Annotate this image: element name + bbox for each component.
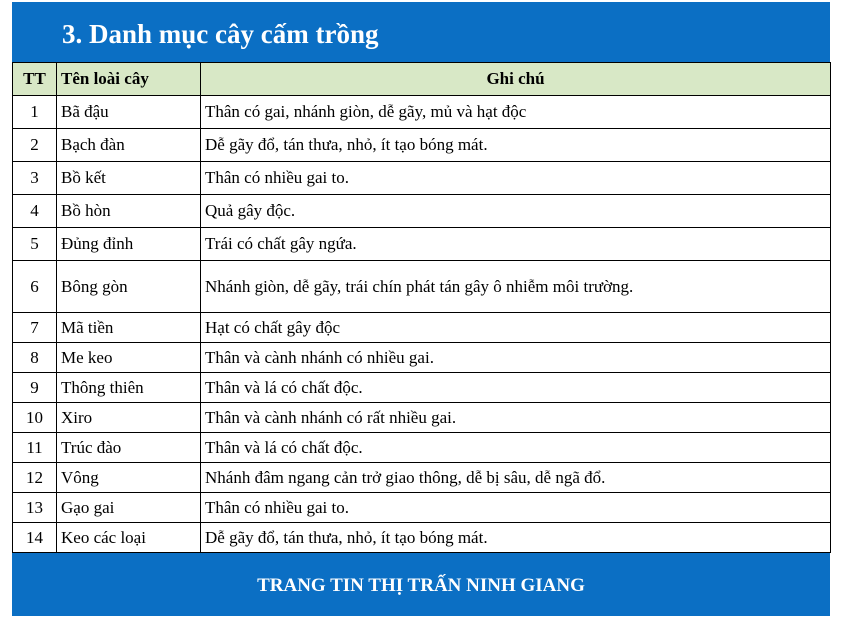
- plant-note: Thân và cành nhánh có rất nhiều gai.: [201, 403, 831, 433]
- row-number: 11: [13, 433, 57, 463]
- row-number: 13: [13, 493, 57, 523]
- plant-name: Bã đậu: [57, 96, 201, 129]
- banned-plants-table: [12, 62, 831, 553]
- row-number: 6: [13, 261, 57, 313]
- row-number: 12: [13, 463, 57, 493]
- footer-site-name: TRANG TIN THỊ TRẤN NINH GIANG: [257, 575, 585, 596]
- plant-note: Nhánh đâm ngang cản trở giao thông, dễ bị sâu, dễ ngã đổ.: [201, 463, 831, 493]
- row-number: 4: [13, 195, 57, 228]
- page-title: 3. Danh mục cây cấm trồng: [62, 19, 379, 49]
- plant-name: Bạch đàn: [57, 129, 201, 162]
- plant-note: Nhánh giòn, dễ gãy, trái chín phát tán gây ô nhiễm môi trường.: [201, 261, 831, 313]
- plant-name: Đủng đỉnh: [57, 228, 201, 261]
- plant-name: Gạo gai: [57, 493, 201, 523]
- plant-name: Xiro: [57, 403, 201, 433]
- row-number: 10: [13, 403, 57, 433]
- table-row: [13, 195, 831, 228]
- row-number: 1: [13, 96, 57, 129]
- row-number: 5: [13, 228, 57, 261]
- plant-name: Thông thiên: [57, 373, 201, 403]
- plant-note: Hạt có chất gây độc: [201, 313, 831, 343]
- row-number: 3: [13, 162, 57, 195]
- column-header-name: Tên loài cây: [57, 63, 201, 96]
- plant-name: Vông: [57, 463, 201, 493]
- table-row: [13, 373, 831, 403]
- plant-note: Thân có gai, nhánh giòn, dễ gãy, mủ và hạt độc: [201, 96, 831, 129]
- table-row: [13, 228, 831, 261]
- table-row: [13, 261, 831, 313]
- table-row: [13, 313, 831, 343]
- row-number: 9: [13, 373, 57, 403]
- plant-name: Keo các loại: [57, 523, 201, 553]
- plant-name: Me keo: [57, 343, 201, 373]
- plant-note: Thân có nhiều gai to.: [201, 493, 831, 523]
- table-body: [13, 96, 831, 553]
- plant-note: Thân và lá có chất độc.: [201, 433, 831, 463]
- row-number: 2: [13, 129, 57, 162]
- row-number: 7: [13, 313, 57, 343]
- table-row: [13, 523, 831, 553]
- plant-note: Thân và cành nhánh có nhiều gai.: [201, 343, 831, 373]
- table-row: [13, 162, 831, 195]
- plant-note: Thân và lá có chất độc.: [201, 373, 831, 403]
- plant-note: Trái có chất gây ngứa.: [201, 228, 831, 261]
- table-header-row: [13, 63, 831, 96]
- plant-note: Quả gây độc.: [201, 195, 831, 228]
- plant-note: Dễ gãy đổ, tán thưa, nhỏ, ít tạo bóng mát.: [201, 129, 831, 162]
- table-row: [13, 403, 831, 433]
- plant-name: Bồ hòn: [57, 195, 201, 228]
- column-header-note: Ghi chú: [201, 63, 831, 96]
- plant-name: Bồ kết: [57, 162, 201, 195]
- row-number: 8: [13, 343, 57, 373]
- table-row: [13, 343, 831, 373]
- table-row: [13, 493, 831, 523]
- table-row: [13, 433, 831, 463]
- table-row: [13, 463, 831, 493]
- plant-note: Thân có nhiều gai to.: [201, 162, 831, 195]
- table-row: [13, 96, 831, 129]
- table-row: [13, 129, 831, 162]
- row-number: 14: [13, 523, 57, 553]
- plant-name: Mã tiền: [57, 313, 201, 343]
- plant-name: Bông gòn: [57, 261, 201, 313]
- plant-name: Trúc đào: [57, 433, 201, 463]
- plant-note: Dễ gãy đổ, tán thưa, nhỏ, ít tạo bóng mát.: [201, 523, 831, 553]
- column-header-tt: TT: [13, 63, 57, 96]
